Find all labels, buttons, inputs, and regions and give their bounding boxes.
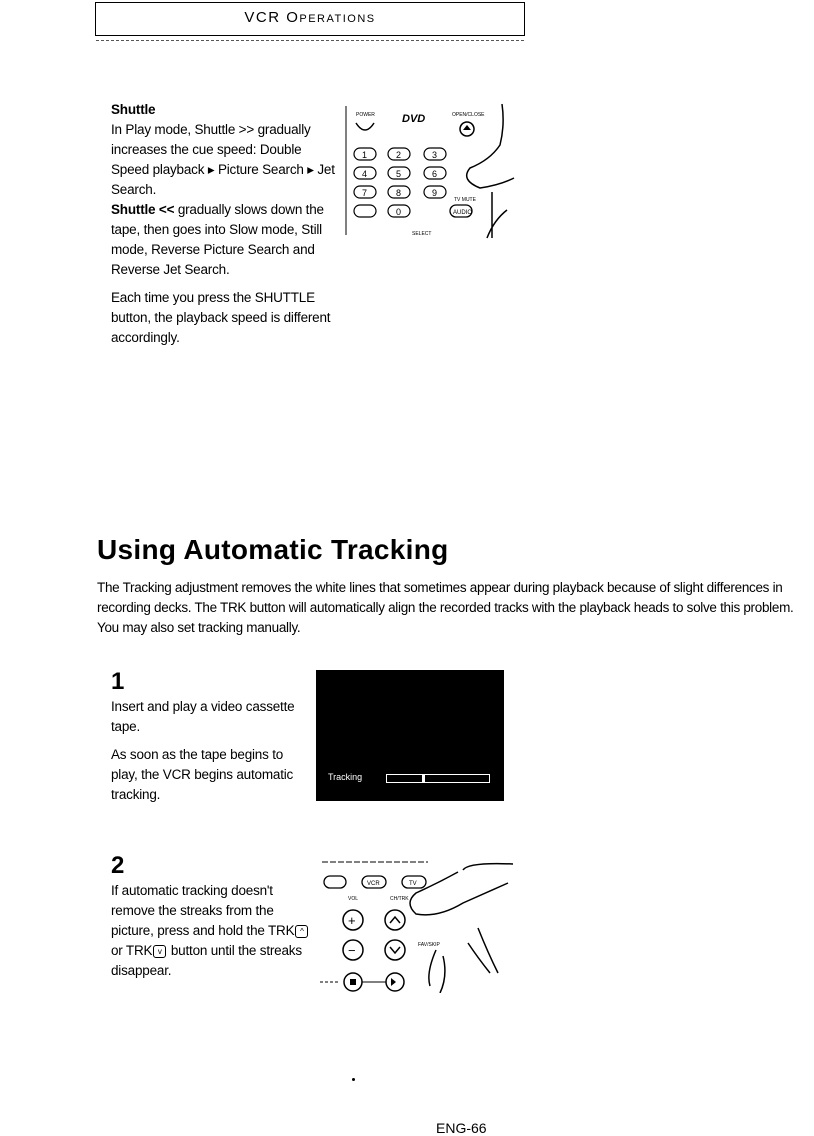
remote-open-close-label: OPEN/CLOSE [452,112,485,118]
keypad-key-frame [354,205,376,217]
remote-power-label: POWER [356,112,375,118]
step-1-text2: As soon as the tape begins to play, the VCR begins automatic tracking. [111,747,294,802]
section-title: Using Automatic Tracking [97,534,449,565]
step-2-text-b: or TRK [111,943,153,958]
shuttle-bold: Shuttle << [111,202,175,217]
trk-down-button-icon [385,940,405,960]
keypad-key-5: 5 [396,169,402,179]
section-intro: The Tracking adjustment removes the white lines that sometimes appear during playback because of slight differences in recording decks. The TRK button will automatically align the recorded tracks with the playback heads to solve this problem. You may also set tracking manually. [97,580,794,635]
power-button-icon [356,123,374,130]
remote-trk-illustration [318,858,523,993]
header-title: VCR Operations [244,9,376,26]
shuttle-heading: Shuttle [111,102,156,117]
shuttle-para3: Each time you press the SHUTTLE button, the playback speed is different accordingly. [111,290,331,345]
trk-up-button-icon [385,910,405,930]
step-2-text-c: button until the streaks disappear. [111,943,302,978]
keypad-key-3: 3 [432,150,438,160]
tv-label: TV [409,881,417,887]
stray-dot [352,1078,355,1081]
vol-plus-label: + [348,913,356,928]
trk-up-icon: ^ [295,925,308,938]
keypad-key-2: 2 [396,150,402,160]
tv-screen-tracking [316,670,504,801]
fav-skip-label: FAV/SKIP [418,942,440,948]
finger-icon [410,864,513,915]
step-2-text-a: If automatic tracking doesn't remove the streaks from the picture, press and hold the TRK [111,883,295,938]
tracking-label: Tracking [328,772,363,782]
tv-mute-label: TV MUTE [454,197,476,203]
vol-minus-label: − [348,943,356,958]
shuttle-para2 [111,200,336,280]
keypad-key-4: 4 [362,169,368,179]
header-box [95,2,525,36]
page-number: ENG-66 [436,1120,487,1136]
step-1-text1: Insert and play a video cassette tape. [111,699,295,734]
step-1-text [111,697,301,805]
keypad-key-9: 9 [432,188,438,198]
shuttle-para1: In Play mode, Shuttle >> gradually increases the cue speed: Double Speed playback ▸ Picture Search ▸ Jet Search. [111,122,335,197]
trk-down-icon: v [153,945,166,958]
step-2-number: 2 [111,852,125,879]
step-2-text [111,881,311,981]
dvd-logo: DVD [402,113,426,125]
keypad-key-8: 8 [396,188,402,198]
tracking-bar [386,774,490,783]
keypad-key-1: 1 [362,150,368,160]
keypad [354,148,446,217]
tracking-marker [422,774,425,783]
audio-label: AUDIO [453,210,473,216]
vol-label: VOL [348,896,359,902]
keypad-key-6: 6 [432,169,438,179]
keypad-key-0: 0 [396,207,402,217]
shuttle-section [111,100,336,348]
vcr-label: VCR [367,881,380,887]
ch-trk-label: CH/TRK [390,896,409,902]
shuttle-para2-text: gradually slows down the tape, then goes into Slow mode, Still mode, Reverse Picture Search and Reverse Jet Search. [111,202,324,277]
select-label: SELECT [412,231,432,237]
remote-keypad-illustration [342,100,522,240]
keypad-key-7: 7 [362,188,368,198]
header-rule [96,40,524,41]
step-1-number: 1 [111,668,125,695]
